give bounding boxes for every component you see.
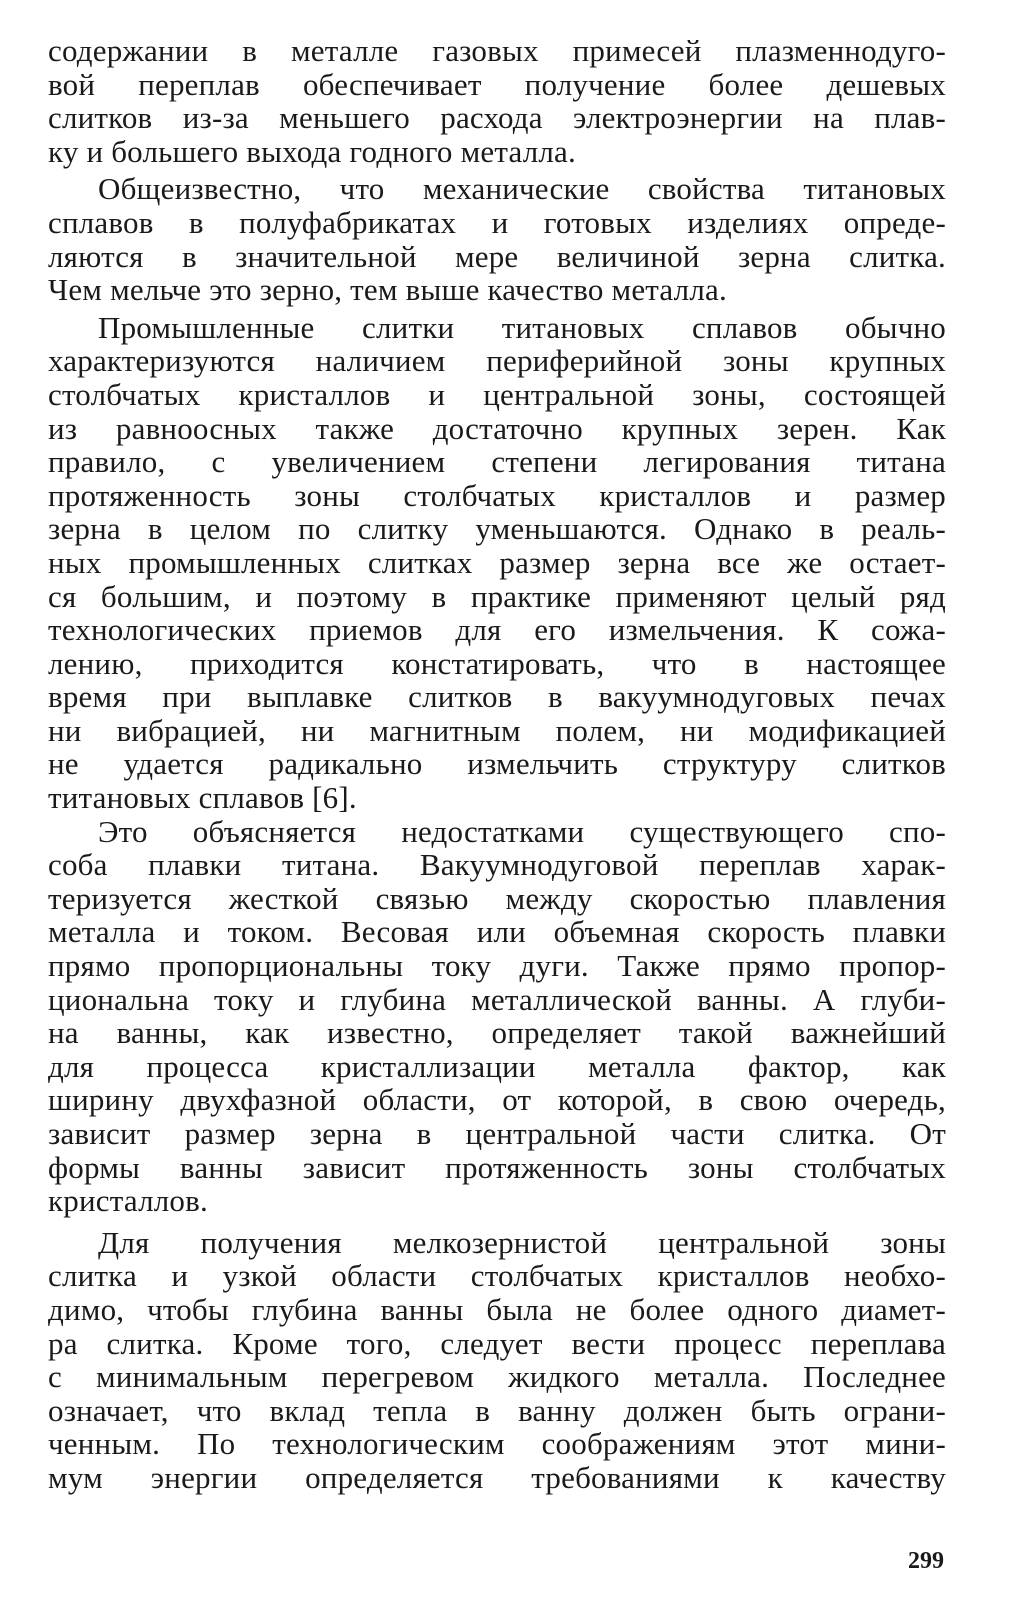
text-line: ных промышленных слитках размер зерна все же остает- — [48, 544, 946, 580]
paragraph — [48, 311, 946, 815]
text-line: лению, приходится констатировать, что в настоящее — [48, 645, 946, 681]
text-line: на ванны, как известно, определяет такой важнейший — [48, 1015, 946, 1051]
text-line: вой переплав обеспечивает получение более дешевых — [48, 66, 946, 102]
text-line: не удается радикально измельчить структуру слитков — [48, 746, 946, 782]
text-line: кристаллов. — [48, 1183, 208, 1219]
text-line: сплавов в полуфабрикатах и готовых изделиях опреде- — [48, 204, 946, 240]
text-line: Промышленные слитки титановых сплавов обычно — [98, 309, 946, 345]
text-line: прямо пропорциональны току дуги. Также прямо пропор- — [48, 948, 946, 984]
text-line: столбчатых кристаллов и центральной зоны, состоящей — [48, 376, 946, 412]
text-line: время при выплавке слитков в вакуумнодуговых печах — [48, 679, 946, 715]
text-line: Общеизвестно, что механические свойства титановых — [98, 171, 946, 207]
paragraph — [48, 1226, 946, 1495]
paragraph — [48, 815, 946, 1218]
text-line: ни вибрацией, ни магнитным полем, ни модификацией — [48, 712, 946, 748]
paragraph — [48, 172, 946, 306]
text-line: ляются в значительной мере величиной зерна слитка. — [48, 238, 946, 274]
text-line: теризуется жесткой связью между скоростью плавления — [48, 880, 946, 916]
text-line: димо, чтобы глубина ванны была не более одного диамет- — [48, 1291, 946, 1327]
paragraph — [48, 34, 946, 168]
page-number: 299 — [908, 1548, 944, 1574]
text-line: Чем мельче это зерно, тем выше качество металла. — [48, 272, 727, 308]
text-line: из равноосных также достаточно крупных зерен. Как — [48, 410, 946, 446]
text-line: мум энергии определяется требованиями к качеству — [48, 1459, 946, 1495]
text-line: технологических приемов для его измельчения. К сожа- — [48, 612, 946, 648]
text-line: ся большим, и поэтому в практике применяют целый ряд — [48, 578, 946, 614]
text-line: характеризуются наличием периферийной зоны крупных — [48, 343, 946, 379]
text-line: циональна току и глубина металлической ванны. А глуби- — [48, 981, 946, 1017]
text-line: содержании в металле газовых примесей плазменнодуго- — [48, 33, 946, 68]
text-line: металла и током. Весовая или объемная скорость плавки — [48, 914, 946, 950]
text-line: ширину двухфазной области, от которой, в свою очередь, — [48, 1082, 946, 1118]
text-line: зерна в целом по слитку уменьшаются. Однако в реаль- — [48, 511, 946, 547]
text-line: Для получения мелкозернистой центральной зоны — [98, 1224, 946, 1260]
text-line: Это объясняется недостатками существующего спо- — [98, 813, 946, 849]
text-line: для процесса кристаллизации металла фактор, как — [48, 1048, 946, 1084]
text-line: протяженность зоны столбчатых кристаллов и размер — [48, 477, 946, 513]
text-line: титановых сплавов [6]. — [48, 780, 357, 816]
text-line: означает, что вклад тепла в ванну должен быть ограни- — [48, 1392, 946, 1428]
text-line: с минимальным перегревом жидкого металла. Последнее — [48, 1359, 946, 1395]
text-line: ку и большего выхода годного металла. — [48, 133, 576, 169]
text-line: слитков из-за меньшего расхода электроэнергии на плав- — [48, 100, 946, 136]
text-line: слитка и узкой области столбчатых кристаллов необхо- — [48, 1258, 946, 1294]
text-line: соба плавки титана. Вакуумнодуговой переплав харак- — [48, 847, 946, 883]
page-body — [48, 34, 946, 1495]
text-line: зависит размер зерна в центральной части слитка. От — [48, 1116, 946, 1151]
text-line: формы ванны зависит протяженность зоны столбчатых — [48, 1149, 946, 1185]
text-line: ченным. По технологическим соображениям этот мини- — [48, 1426, 946, 1462]
text-line: правило, с увеличением степени легирования титана — [48, 444, 946, 480]
text-line: ра слитка. Кроме того, следует вести процесс переплава — [48, 1325, 946, 1361]
